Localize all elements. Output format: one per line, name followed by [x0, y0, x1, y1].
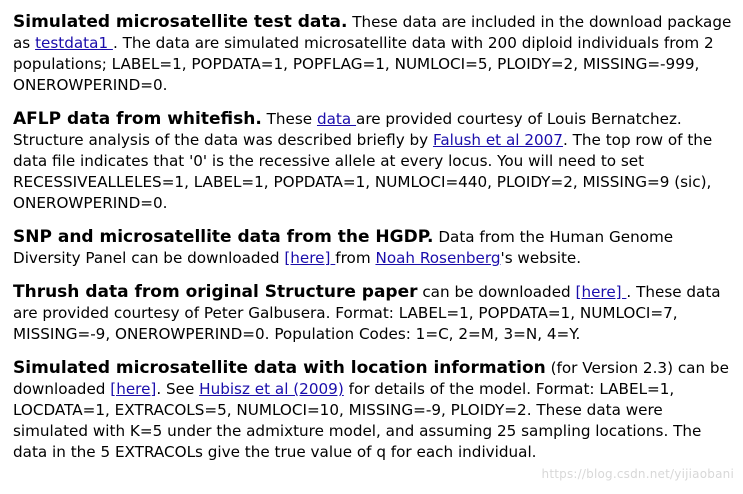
entry-hgdp	[13, 227, 738, 269]
hubisz-2009-link[interactable]: Hubisz et al (2009)	[199, 380, 344, 398]
entry-title: Thrush data from original Structure paper	[13, 282, 418, 302]
hgdp-here-link[interactable]: [here]	[284, 249, 336, 267]
entry-thrush-data	[13, 282, 738, 345]
entry-text: . The data are simulated microsatellite data with 200 diploid individuals from 2 populations; LABEL=1, POPDATA=1, POPFLAG=1, NUMLOCI=5, PLOIDY=2, MISSING=-999, ONEROWPERIND=0.	[13, 34, 714, 94]
entry-text: These data are included in the download package as	[13, 13, 732, 52]
falush-2007-link[interactable]: Falush et al 2007	[432, 131, 563, 149]
entry-simulated-test-data	[13, 12, 738, 96]
entry-title: Simulated microsatellite data with location information	[13, 358, 546, 378]
entry-title: SNP and microsatellite data from the HGDP.	[13, 227, 434, 247]
entry-text: These	[261, 110, 317, 128]
noah-rosenberg-link[interactable]: Noah Rosenberg	[375, 249, 501, 267]
entry-text: for details of the model. Format: LABEL=1, LOCDATA=1, EXTRACOLS=5, NUMLOCI=10, MISSING=-9, PLOIDY=2. These data were simulated with K=5 under the admixture model, and assuming 25 sampling locations. The data in the 5 EXTRACOLs give the true value of q for each individual.	[13, 380, 702, 461]
aflp-data-link[interactable]: data	[316, 110, 357, 128]
entry-text: can be downloaded	[417, 283, 576, 301]
entry-text: Data from the Human Genome Diversity Panel can be downloaded	[13, 228, 674, 267]
dataset-list	[13, 12, 738, 476]
entry-aflp-whitefish	[13, 109, 738, 214]
entry-text: from	[335, 249, 376, 267]
entry-title: AFLP data from whitefish.	[13, 109, 262, 129]
location-here-link[interactable]: [here]	[110, 380, 157, 398]
testdata1-link[interactable]: testdata1	[35, 34, 113, 52]
entry-text: . See	[156, 380, 200, 398]
entry-title: Simulated microsatellite test data.	[13, 12, 348, 32]
entry-text: . The top row of the data file indicates that '0' is the recessive allele at every locus. You will need to set RECESSIVEALLELES=1, LABEL=1, POPDATA=1, NUMLOCI=440, PLOIDY=2, MISSING=9 (sic), ONEROWPERIND=0.	[13, 131, 713, 212]
thrush-here-link[interactable]: [here]	[575, 283, 627, 301]
entry-text: are provided courtesy of Louis Bernatchez. Structure analysis of the data was described briefly by	[13, 110, 682, 149]
entry-text: . These data are provided courtesy of Peter Galbusera. Format: LABEL=1, POPDATA=1, NUMLOCI=7, MISSING=-9, ONEROWPERIND=0. Population Codes: 1=C, 2=M, 3=N, 4=Y.	[13, 283, 721, 343]
entry-text: (for Version 2.3) can be downloaded	[13, 359, 729, 398]
watermark: https://blog.csdn.net/yijiaobani	[541, 467, 734, 481]
entry-text: 's website.	[500, 249, 582, 267]
entry-location-data	[13, 358, 738, 463]
